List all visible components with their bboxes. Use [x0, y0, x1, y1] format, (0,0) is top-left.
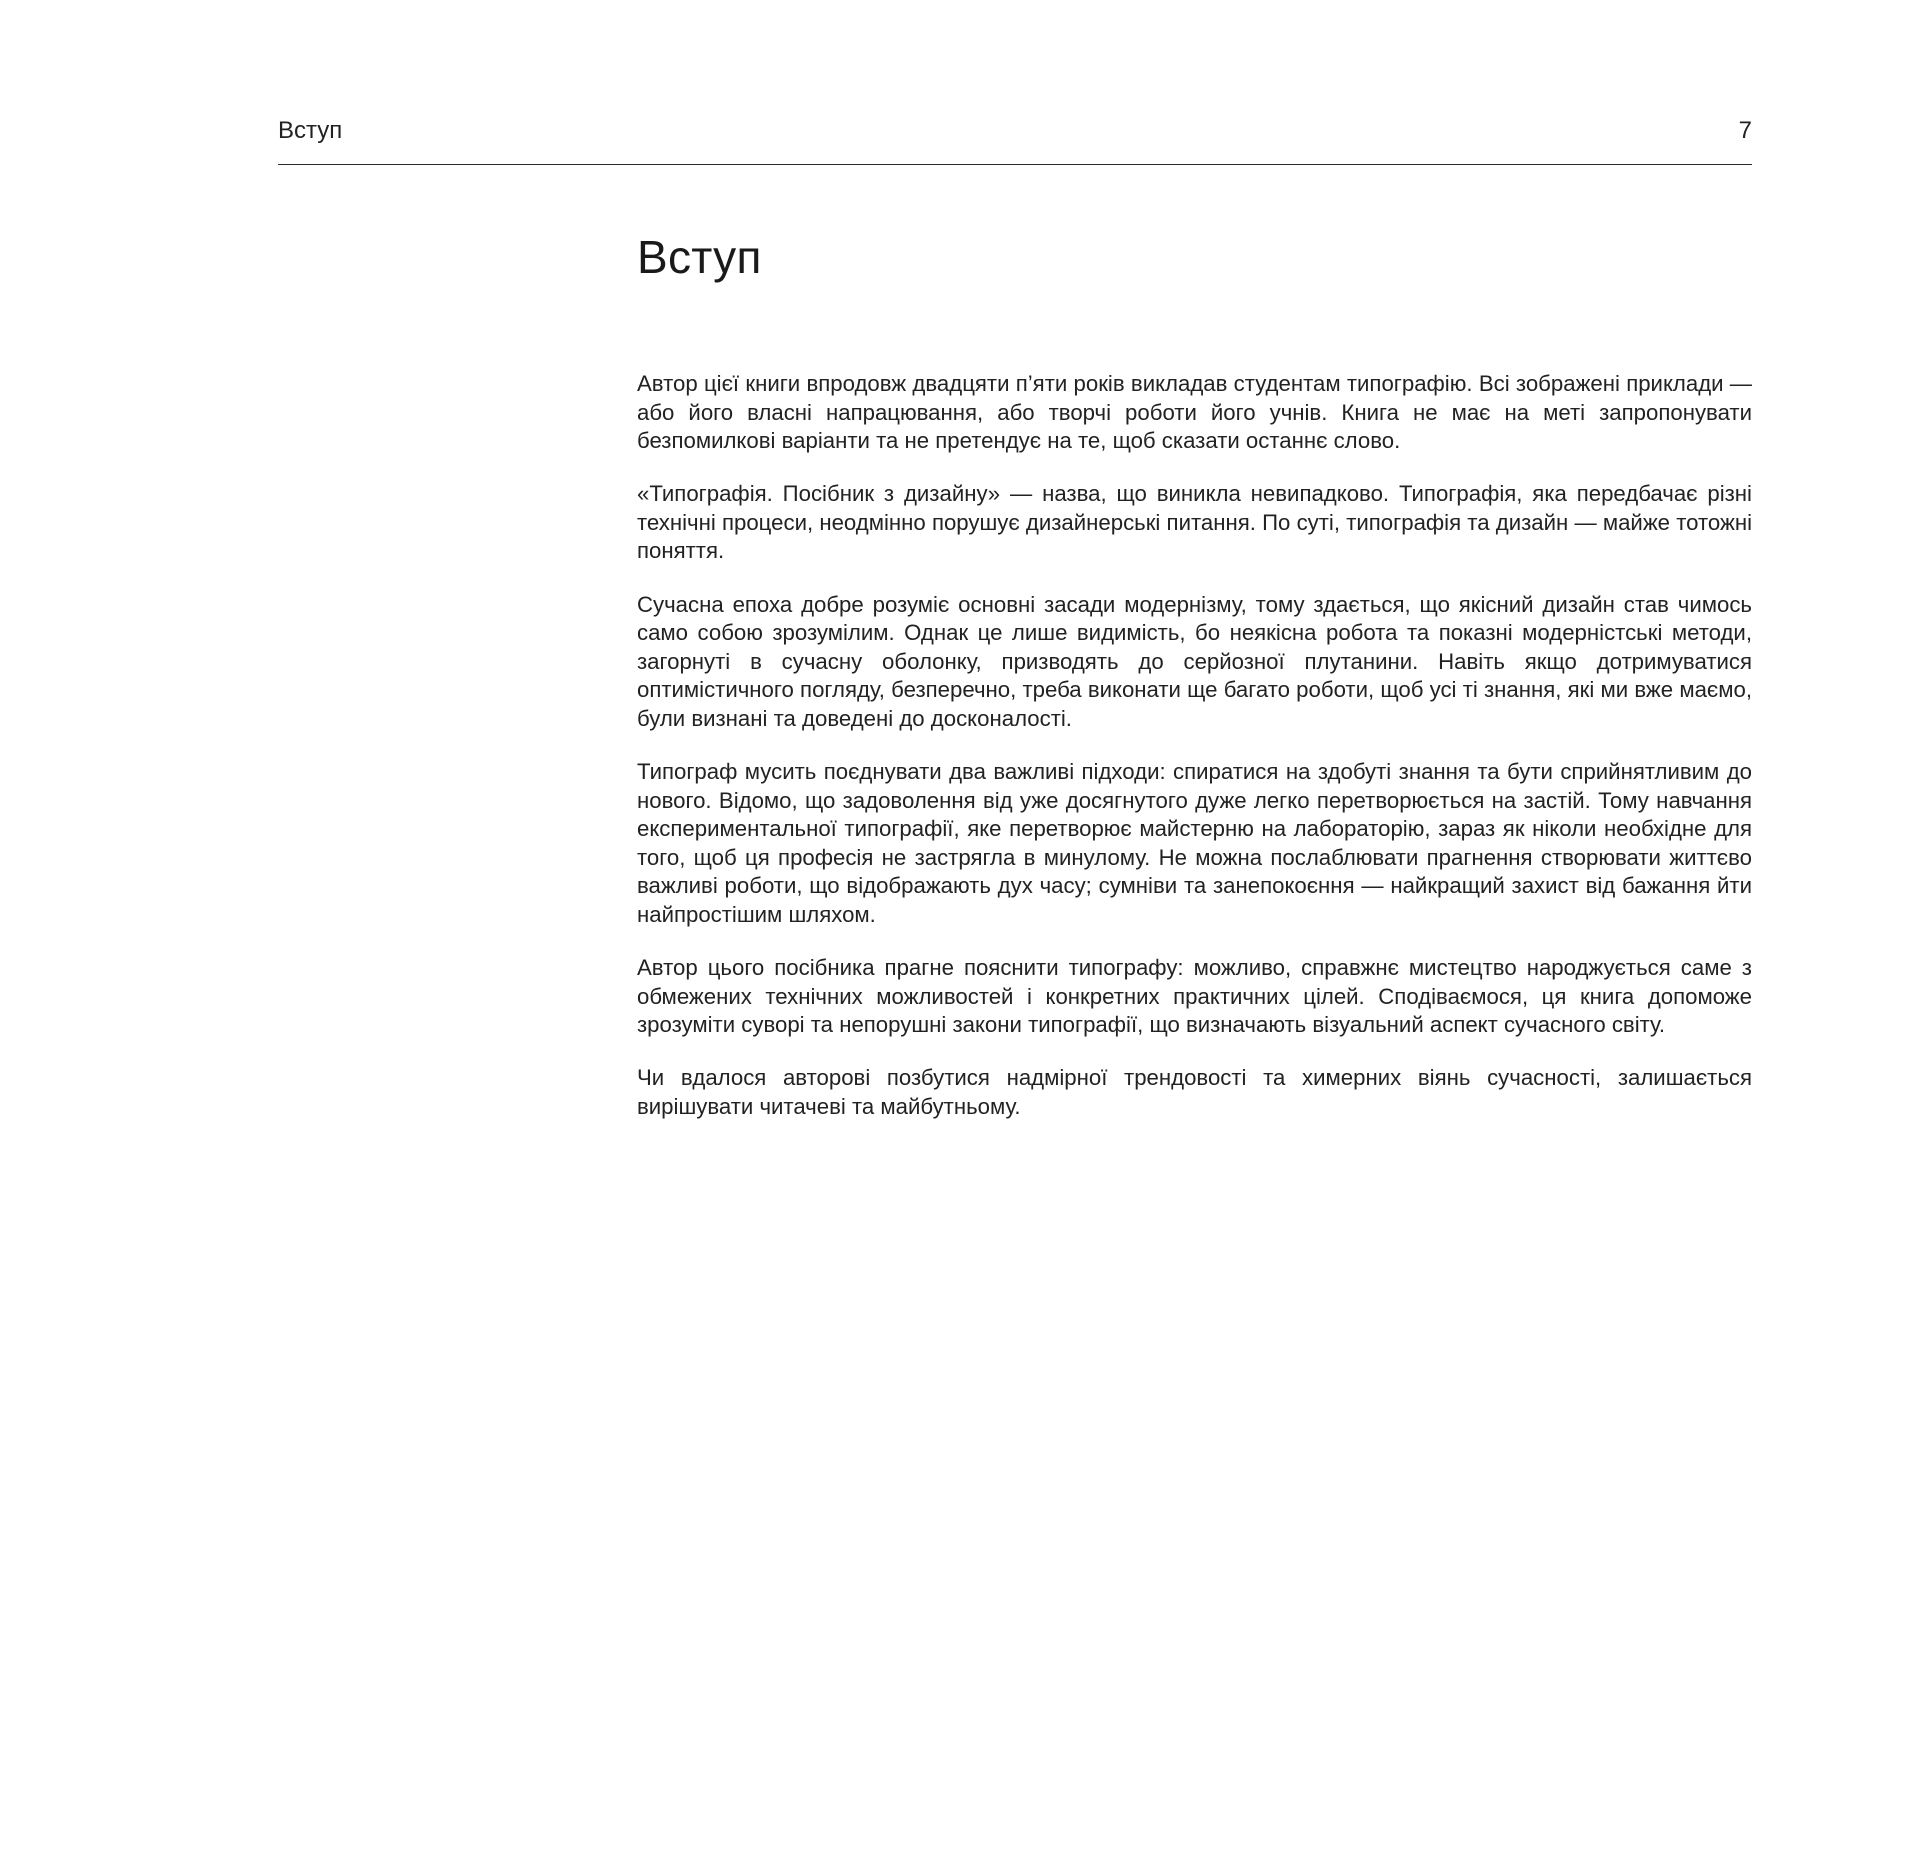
paragraph-5: Автор цього посібника прагне пояснити типографу: можливо, справжнє мистецтво народжується саме з обмежених технічних можливостей і конкретних практичних цілей. Сподіваємося, ця книга допоможе зрозуміти суворі та непорушні закони типографії, що визначають візуальний аспект сучасного світу. [637, 955, 1752, 1038]
paragraph-1: Автор цієї книги впродовж двадцяти п’яти років викладав студентам типографію. Всі зображені приклади — або його власні напрацювання, або творчі роботи його учнів. Книга не має на меті запропонувати безпомилкові варіанти та не претендує на те, щоб сказати останнє слово. [637, 371, 1752, 454]
body-text [637, 370, 1752, 1146]
paragraph-3: Сучасна епоха добре розуміє основні засади модернізму, тому здається, що якісний дизайн став чимось само собою зрозумілим. Однак це лише видимість, бо неякісна робота та показні модерністські методи, загорнуті в сучасну оболонку, призводять до серйозної плутанини. Навіть якщо дотримуватися оптимістичного погляду, безперечно, треба виконати ще багато роботи, щоб усі ті знання, які ми вже маємо, були визнані та доведені до досконалості. [637, 591, 1752, 731]
chapter-title: Вступ [637, 231, 762, 283]
paragraph-4: Типограф мусить поєднувати два важливі підходи: спиратися на здобуті знання та бути сприйнятливим до нового. Відомо, що задоволення від уже досягнутого дуже легко перетворюється на застій. Тому навчання експериментальної типографії, яке перетворює майстерню на лабораторію, зараз як ніколи необхідне для того, щоб ця професія не застрягла в минулому. Не можна послаблювати прагнення створювати життєво важливі роботи, що відображають дух часу; сумніви та занепокоєння — найкращий захист від бажання йти найпростішим шляхом. [637, 759, 1752, 927]
running-title: Вступ [278, 117, 343, 144]
paragraph-6: Чи вдалося авторові позбутися надмірної трендовості та химерних віянь сучасності, залишається вирішувати читачеві та майбутньому. [637, 1065, 1752, 1119]
paragraph-2: «Типографія. Посібник з дизайну» — назва, що виникла невипадково. Типографія, яка передбачає різні технічні процеси, неодмінно порушує дизайнерські питання. По суті, типографія та дизайн — майже тотожні поняття. [637, 481, 1752, 564]
running-header [278, 112, 1752, 165]
page-number: 7 [1738, 117, 1752, 144]
